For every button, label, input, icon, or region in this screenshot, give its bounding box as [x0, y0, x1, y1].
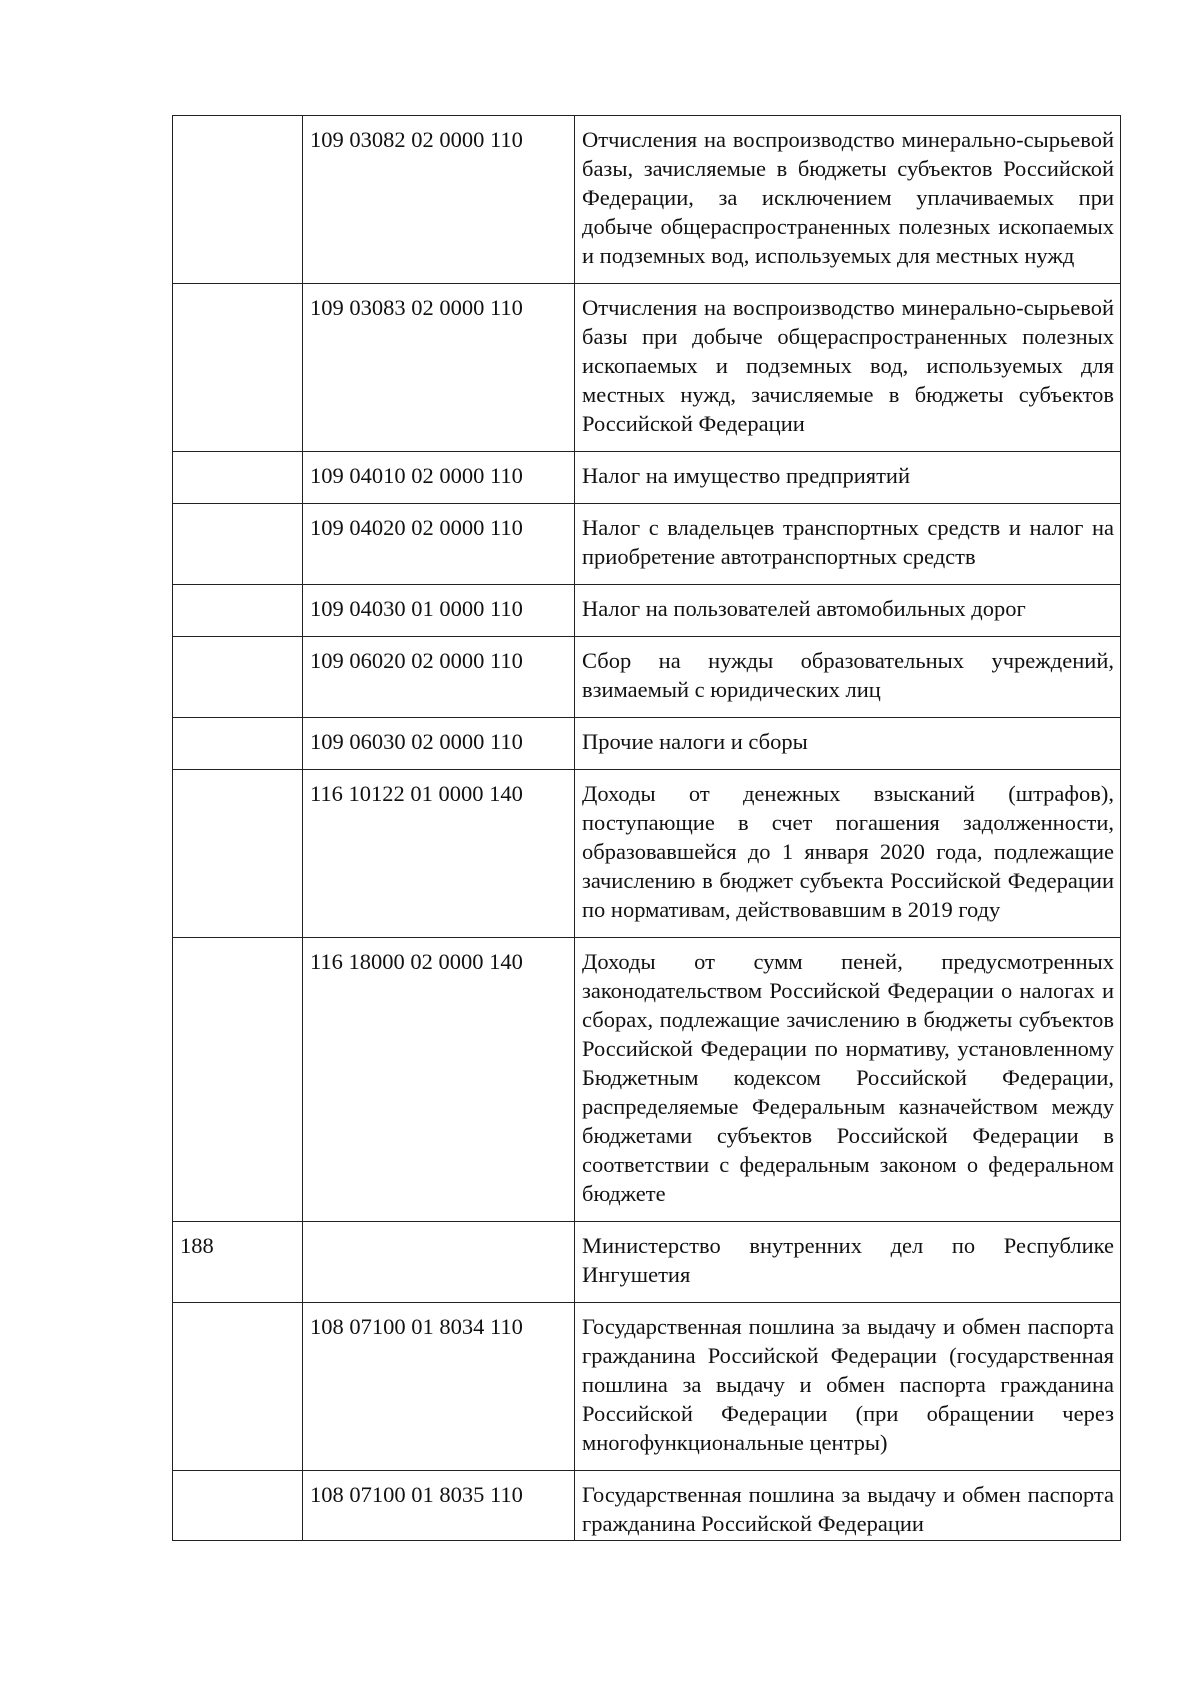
revenue-name-cell: Налог на имущество предприятий	[575, 452, 1121, 504]
table-row	[173, 770, 1121, 938]
revenue-name-cell: Министерство внутренних дел по Республике Ингушетия	[575, 1222, 1121, 1303]
revenue-name-cell: Доходы от денежных взысканий (штрафов), поступающие в счет погашения задолженности, образовавшейся до 1 января 2020 года, подлежащие зачислению в бюджет субъекта Российской Федерации по нормативам, действовавшим в 2019 году	[575, 770, 1121, 938]
budget-code-cell: 116 10122 01 0000 140	[303, 770, 575, 938]
budget-codes-table	[172, 115, 1121, 1541]
revenue-name-cell: Государственная пошлина за выдачу и обмен паспорта гражданина Российской Федерации	[575, 1471, 1121, 1541]
admin-code-cell	[173, 1303, 303, 1471]
admin-code-cell	[173, 116, 303, 284]
admin-code-cell	[173, 452, 303, 504]
revenue-name-cell: Отчисления на воспроизводство минерально-сырьевой базы при добыче общераспространенных полезных ископаемых и подземных вод, используемых для местных нужд, зачисляемые в бюджеты субъектов Российской Федерации	[575, 284, 1121, 452]
table-row	[173, 637, 1121, 718]
admin-code-cell	[173, 504, 303, 585]
revenue-name-cell: Государственная пошлина за выдачу и обмен паспорта гражданина Российской Федерации (государственная пошлина за выдачу и обмен паспорта гражданина Российской Федерации (при обращении через многофункциональные центры)	[575, 1303, 1121, 1471]
revenue-name-cell: Налог на пользователей автомобильных дорог	[575, 585, 1121, 637]
table-row	[173, 718, 1121, 770]
budget-code-cell: 109 04020 02 0000 110	[303, 504, 575, 585]
budget-code-cell	[303, 1222, 575, 1303]
table-row	[173, 504, 1121, 585]
table-body	[173, 116, 1121, 1541]
admin-code-cell	[173, 718, 303, 770]
admin-code-cell	[173, 938, 303, 1222]
table-row	[173, 585, 1121, 637]
revenue-name-cell: Доходы от сумм пеней, предусмотренных законодательством Российской Федерации о налогах и сборах, подлежащие зачислению в бюджеты субъектов Российской Федерации по нормативу, установленному Бюджетным кодексом Российской Федерации, распределяемые Федеральным казначейством между бюджетами субъектов Российской Федерации в соответствии с федеральным законом о федеральном бюджете	[575, 938, 1121, 1222]
admin-code-cell	[173, 637, 303, 718]
revenue-name-cell: Прочие налоги и сборы	[575, 718, 1121, 770]
budget-code-cell: 116 18000 02 0000 140	[303, 938, 575, 1222]
budget-code-cell: 109 06030 02 0000 110	[303, 718, 575, 770]
revenue-name-cell: Сбор на нужды образовательных учреждений, взимаемый с юридических лиц	[575, 637, 1121, 718]
admin-code-cell	[173, 770, 303, 938]
budget-code-cell: 109 03082 02 0000 110	[303, 116, 575, 284]
budget-code-cell: 109 04030 01 0000 110	[303, 585, 575, 637]
table-row	[173, 284, 1121, 452]
budget-code-cell: 109 04010 02 0000 110	[303, 452, 575, 504]
table-row	[173, 1222, 1121, 1303]
revenue-name-cell: Налог с владельцев транспортных средств и налог на приобретение автотранспортных средств	[575, 504, 1121, 585]
budget-code-cell: 108 07100 01 8035 110	[303, 1471, 575, 1541]
table-row	[173, 938, 1121, 1222]
admin-code-cell	[173, 585, 303, 637]
table-row	[173, 1303, 1121, 1471]
budget-code-cell: 109 06020 02 0000 110	[303, 637, 575, 718]
admin-code-cell	[173, 1471, 303, 1541]
table-row	[173, 452, 1121, 504]
budget-code-cell: 108 07100 01 8034 110	[303, 1303, 575, 1471]
table-row	[173, 116, 1121, 284]
revenue-name-cell: Отчисления на воспроизводство минерально-сырьевой базы, зачисляемые в бюджеты субъектов Российской Федерации, за исключением уплачиваемых при добыче общераспространенных полезных ископаемых и подземных вод, используемых для местных нужд	[575, 116, 1121, 284]
budget-code-cell: 109 03083 02 0000 110	[303, 284, 575, 452]
table-row	[173, 1471, 1121, 1541]
admin-code-cell: 188	[173, 1222, 303, 1303]
admin-code-cell	[173, 284, 303, 452]
